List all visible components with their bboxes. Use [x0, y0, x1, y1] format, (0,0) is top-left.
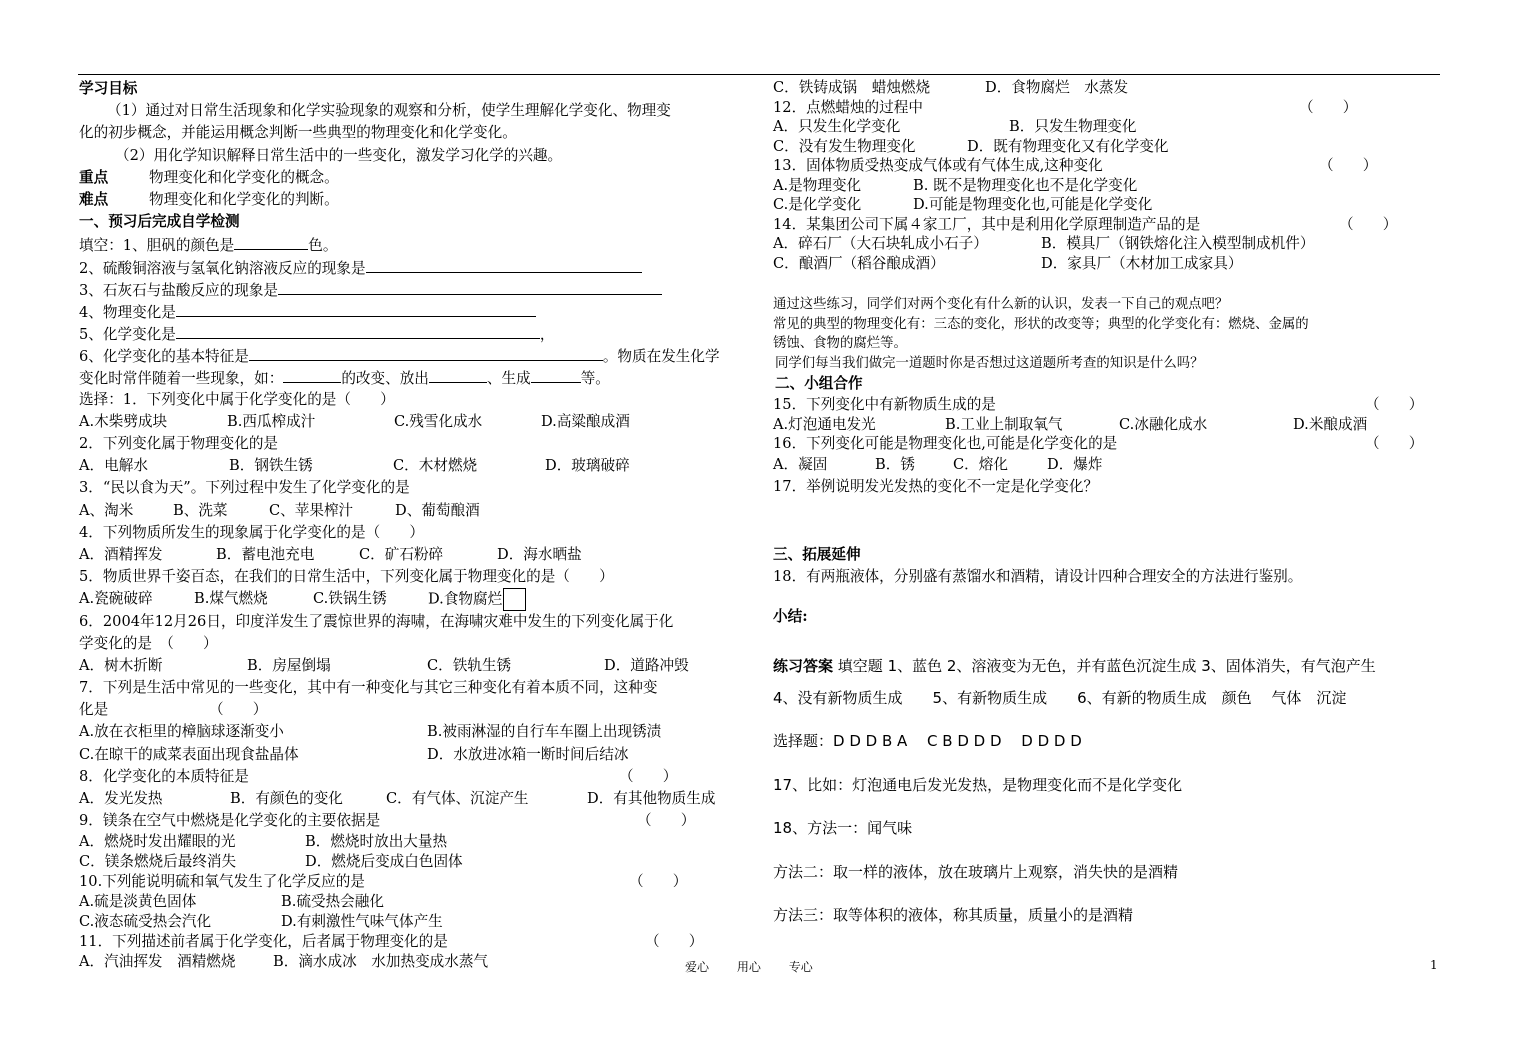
option: B.被雨淋湿的自行车车圈上出现锈渍 [427, 723, 662, 741]
summary-label: 小结: [773, 608, 808, 626]
fill-2: 2、硫酸铜溶液与氢氧化钠溶液反应的现象是 [79, 256, 747, 278]
option: D．水放进冰箱一断时间后结冰 [427, 745, 629, 763]
option: B.工业上制取氧气 [945, 415, 1063, 433]
answers-line-2: 4、没有新物质生成 5、有新物质生成 6、有新的物质生成 颜色 气体 沉淀 [773, 688, 1347, 707]
answers-title: 练习答案 [773, 656, 834, 675]
answer-box[interactable] [503, 588, 526, 611]
option: A、淘米 [79, 501, 134, 519]
key-point-line [79, 167, 747, 189]
blank[interactable] [283, 366, 341, 383]
option: A.放在衣柜里的樟脑球逐渐变小 [79, 723, 284, 741]
question-4: 4．下列物质所发生的现象属于化学变化的是（ ） [79, 523, 424, 541]
option: B、洗菜 [173, 501, 228, 519]
question-15-options [773, 415, 1441, 435]
option: C．熔化 [953, 455, 1008, 473]
option: C．没有发生物理变化 [773, 137, 916, 155]
answers-line-3: 选择题：D D D B A C B D D D D D D D [773, 732, 1082, 751]
fill-4: 4、物理变化是 [79, 300, 747, 322]
fill-6-line-2: 变化时常伴随着一些现象，如： 的改变、放出 、生成 等。 [79, 366, 747, 388]
question-8-options [79, 788, 747, 810]
option: A.木柴劈成块 [79, 412, 168, 430]
option: C.液态硫受热会汽化 [79, 913, 212, 931]
blank[interactable] [531, 366, 581, 383]
question-10: 10.下列能说明硫和氧气发生了化学反应的是 （ ） [79, 873, 688, 891]
option: C．酿酒厂（稻谷酿成酒） [773, 254, 945, 272]
question-17: 17．举例说明发光发热的变化不一定是化学变化？ [773, 477, 1099, 495]
footer-item: 专心 [788, 960, 813, 974]
question-12-options-row-1 [773, 117, 1441, 137]
footer-item: 用心 [736, 960, 761, 974]
question-9-options-row-1 [79, 832, 747, 852]
option: D．有其他物质生成 [587, 790, 716, 807]
option: A.灯泡通电发光 [773, 415, 876, 433]
option: D．爆炸 [1047, 455, 1103, 473]
question-13-options-row-2 [773, 195, 1441, 215]
blank[interactable] [176, 322, 540, 339]
question-18: 18．有两瓶液体，分别盛有蒸馏水和酒精，请设计四种合理安全的方法进行鉴别。 [773, 568, 1303, 586]
blank[interactable] [278, 278, 662, 295]
question-15: 15．下列变化中有新物质生成的是 （ ） [773, 396, 1424, 414]
question-11-options-row-2 [773, 78, 1441, 98]
key-text: 物理变化和化学变化的概念。 [149, 168, 339, 186]
option: B．锈 [875, 455, 915, 473]
option: C．铁轨生锈 [427, 656, 512, 674]
option: B．蓄电池充电 [216, 545, 315, 563]
question-13: 13．固体物质受热变成气体或有气体生成,这种变化 （ ） [773, 157, 1378, 174]
option: C．木材燃烧 [393, 457, 478, 475]
option: A．酒精挥发 [79, 545, 163, 563]
footer [685, 958, 837, 975]
option: D．燃烧后变成白色固体 [305, 853, 463, 871]
question-12-options-row-2 [773, 137, 1441, 157]
option: B．燃烧时放出大量热 [305, 833, 448, 851]
question-2: 2．下列变化属于物理变化的是 [79, 435, 279, 452]
option: D.可能是物理变化也,可能是化学变化 [913, 196, 1153, 213]
option: B．只发生物理变化 [1009, 118, 1137, 135]
option: A.是物理变化 [773, 176, 862, 194]
option: D．道路冲毁 [604, 656, 689, 674]
option: B．模具厂（钢铁熔化注入模型制成机件） [1041, 235, 1315, 252]
question-3: 3．“民以食为天”。下列过程中发生了化学变化的是 [79, 479, 410, 497]
question-16: 16．下列变化可能是物理变化也,可能是化学变化的是 （ ） [773, 435, 1424, 453]
question-5-options [79, 588, 747, 610]
question-10-options-row-2 [79, 912, 747, 932]
option: B．滴水成冰 水加热变成水蒸气 [273, 953, 489, 971]
question-11-options-row-1 [79, 952, 747, 972]
question-9-options-row-2 [79, 852, 747, 872]
goal-2: （2）用化学知识解释日常生活中的一些变化，激发学习化学的兴趣。 [115, 146, 563, 164]
fill-5: 5、化学变化是 ， [79, 322, 747, 344]
key-label: 重点 [79, 168, 109, 186]
question-7-options-row-1 [79, 721, 747, 743]
option: A．汽油挥发 酒精燃烧 [79, 953, 236, 971]
left-column [79, 78, 747, 972]
question-13-options-row-1 [773, 176, 1441, 196]
option: A．碎石厂（大石块轧成小石子） [773, 235, 988, 252]
goal-1-line-2: 化的初步概念，并能运用概念判断一些典型的物理变化和化学变化。 [79, 124, 517, 142]
option: C.残雪化成水 [394, 412, 483, 430]
option: D．既有物理变化又有化学变化 [967, 137, 1169, 155]
question-1-options [79, 411, 747, 433]
right-column [773, 78, 1441, 938]
option: A．凝固 [773, 455, 828, 473]
question-12: 12．点燃蜡烛的过程中 （ ） [773, 98, 1358, 116]
section-2-title: 二、小组合作 [775, 375, 863, 392]
blank[interactable] [234, 233, 308, 250]
option: C.冰融化成水 [1119, 415, 1208, 433]
option: D.高粱酿成酒 [541, 412, 630, 430]
answers-line-5: 18、方法一：闻气味 [773, 819, 913, 838]
question-14: 14．某集团公司下属４家工厂，其中是利用化学原理制造产品的是 （ ） [773, 215, 1398, 233]
question-2-options [79, 455, 747, 477]
difficulty-text: 物理变化和化学变化的判断。 [149, 190, 339, 208]
option: C.铁锅生锈 [313, 590, 387, 608]
option: C．矿石粉碎 [359, 545, 444, 563]
option: D.米酿成酒 [1293, 415, 1368, 433]
answers-line-7: 方法三：取等体积的液体，称其质量，质量小的是酒精 [773, 906, 1134, 925]
option: A．燃烧时发出耀眼的光 [79, 833, 236, 851]
goal-1-line-1: （1）通过对日常生活现象和化学实验现象的观察和分析，使学生理解化学变化、物理变 [107, 102, 671, 120]
option: D.有刺激性气味气体产生 [281, 913, 443, 931]
blank[interactable] [249, 344, 603, 361]
answers-line-6: 方法二：取一样的液体，放在玻璃片上观察，消失快的是酒精 [773, 862, 1179, 881]
option: A．树木折断 [79, 656, 163, 674]
footer-item: 爱心 [685, 960, 710, 974]
option: A.硫是淡黄色固体 [79, 893, 197, 911]
question-6-options [79, 655, 747, 677]
question-7-line-1: 7．下列是生活中常见的一些变化，其中有一种变化与其它三种变化有着本质不同，这种变 [79, 679, 658, 697]
question-3-options [79, 500, 747, 522]
section-3-title: 三、拓展延伸 [773, 546, 861, 564]
question-11: 11．下列描述前者属于化学变化，后者属于物理变化的是 （ ） [79, 933, 704, 951]
question-10-options-row-1 [79, 892, 747, 912]
header-rule [78, 74, 1440, 75]
question-7-line-2: 化是 （ ） [79, 701, 268, 719]
question-14-options-row-1 [773, 234, 1441, 254]
blank[interactable] [176, 300, 536, 317]
question-16-options [773, 454, 1441, 476]
option: D．海水晒盐 [497, 545, 582, 563]
fill-6-line-1: 6、化学变化的基本特征是 。物质在发生化学 [79, 344, 747, 366]
option: C.在晾干的咸菜表面出现食盐晶体 [79, 745, 299, 763]
option-with-box: D.食物腐烂 [428, 588, 526, 611]
option: C．镁条燃烧后最终消失 [79, 853, 237, 871]
option: C、苹果榨汁 [269, 501, 354, 519]
option: A.瓷碗破碎 [79, 590, 153, 608]
answers-line-1: 练习答案 填空题 1、蓝色 2、溶液变为无色，并有蓝色沉淀生成 3、固体消失，有气泡产生 [773, 656, 1376, 675]
question-9: 9．镁条在空气中燃烧是化学变化的主要依据是 （ ） [79, 812, 696, 830]
question-6-line-1: 6．2004年12月26日，印度洋发生了震惊世界的海啸，在海啸灾难中发生的下列变化属于化 [79, 612, 674, 630]
question-8: 8．化学变化的本质特征是 （ ） [79, 767, 678, 785]
option: A．只发生化学变化 [773, 118, 901, 135]
question-1: 选择：1．下列变化中属于化学变化的是（ ） [79, 390, 395, 408]
option: B．钢铁生锈 [229, 457, 313, 475]
option: B. 既不是物理变化也不是化学变化 [913, 176, 1138, 194]
option: B.硫受热会融化 [281, 893, 384, 911]
question-5: 5．物质世界千姿百态，在我们的日常生活中，下列变化属于物理变化的是（ ） [79, 568, 614, 586]
section-1-title: 一、预习后完成自学检测 [79, 213, 240, 231]
option: C．有气体、沉淀产生 [386, 790, 529, 807]
answers-line-4: 17、比如：灯泡通电后发光发热，是物理变化而不是化学变化 [773, 775, 1183, 794]
option: A．电解水 [79, 457, 148, 475]
blank[interactable] [366, 256, 642, 273]
option: D．食物腐烂 水蒸发 [985, 79, 1129, 96]
option: B.煤气燃烧 [194, 590, 268, 608]
question-6-line-2: 学变化的是 （ ） [79, 634, 218, 652]
option: D．玻璃破碎 [545, 457, 630, 475]
reflection-1: 通过这些练习，同学们对两个变化有什么新的认识，发表一下自己的观点吧？ [773, 297, 1229, 312]
option: B．房屋倒塌 [247, 656, 331, 674]
goals-title: 学习目标 [79, 80, 138, 97]
option: D．家具厂（木材加工成家具） [1041, 254, 1243, 272]
option: C.是化学变化 [773, 196, 862, 213]
question-4-options [79, 544, 747, 566]
reflection-2-line-2: 锈蚀、食物的腐烂等。 [773, 336, 907, 351]
option: A．发光发热 [79, 790, 163, 807]
option: B.西瓜榨成汁 [227, 412, 316, 430]
reflection-3: 同学们每当我们做完一道题时你是否想过这道题所考查的知识是什么吗？ [775, 355, 1204, 371]
option: B．有颜色的变化 [230, 790, 343, 807]
difficulty-label: 难点 [79, 190, 109, 208]
difficulty-line [79, 189, 747, 211]
option: D、葡萄酿酒 [395, 501, 480, 519]
reflection-2-line-1: 常见的典型的物理变化有：三态的变化，形状的改变等；典型的化学变化有：燃烧、金属的 [773, 316, 1309, 332]
question-7-options-row-2 [79, 744, 747, 766]
fill-3: 3、石灰石与盐酸反应的现象是 [79, 278, 747, 300]
fill-1: 填空：1、胆矾的颜色是 色。 [79, 233, 747, 255]
option: C．铁铸成锅 蜡烛燃烧 [773, 79, 931, 96]
page-number: 1 [1430, 958, 1438, 972]
blank[interactable] [429, 366, 487, 383]
question-14-options-row-2 [773, 254, 1441, 274]
